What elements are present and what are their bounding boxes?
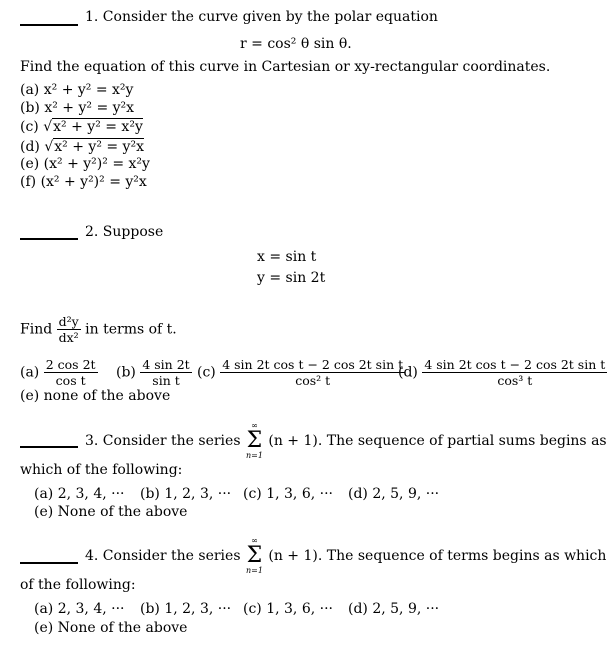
q1-option-d-label: (d): [20, 139, 40, 155]
q3-term: (n + 1).: [268, 433, 323, 449]
q2-prompt: 2. Suppose: [85, 224, 164, 240]
q4-option-c: (c) 1, 3, 6, ···: [243, 601, 333, 617]
sqrt-icon: √: [43, 119, 53, 135]
q2-equation-y: y = sin 2t: [257, 270, 326, 286]
q2-option-a-den: cos t: [55, 373, 86, 388]
sqrt-icon: √: [44, 139, 54, 155]
q2-option-d-num: 4 sin 2t cos t − 2 cos 2t sin t: [424, 357, 606, 372]
q2-option-c-label: (c): [197, 364, 216, 381]
q1-option-e-label: (e): [20, 156, 40, 172]
q3-sum-top: ∞: [251, 421, 258, 430]
q1-option-f-text: (x² + y²)² = y²x: [40, 174, 147, 190]
q3-prompt-line: [85, 421, 607, 461]
q2-option-a-label: (a): [20, 364, 40, 381]
q2-option-b-den: sin t: [152, 373, 180, 388]
q3-option-e: (e) None of the above: [34, 504, 188, 520]
q3-option-b: (b) 1, 2, 3, ···: [140, 486, 232, 502]
q1-option-a-label: (a): [20, 82, 40, 98]
q1-option-c: [20, 118, 143, 135]
q2-option-c: [197, 357, 405, 388]
q2-option-d-den: cos³ t: [497, 373, 533, 388]
answer-blank-3[interactable]: [20, 446, 78, 448]
q1-option-f: [20, 174, 147, 190]
q4-sum-bottom: n=1: [245, 566, 263, 575]
summation-icon: ∞ Σ n=1: [245, 421, 263, 460]
q1-option-a: [20, 82, 133, 98]
answer-blank-4[interactable]: [20, 562, 78, 564]
q1-option-b-label: (b): [20, 100, 40, 116]
q2-equation-x: x = sin t: [257, 249, 317, 265]
q2-option-c-fraction: [220, 357, 405, 388]
q1-option-e-text: (x² + y²)² = x²y: [43, 156, 150, 172]
q2-option-b-num: 4 sin 2t: [142, 357, 190, 372]
q3-suffix: The sequence of partial sums begins as: [326, 433, 607, 449]
q1-option-f-label: (f): [20, 174, 37, 190]
q1-option-c-label: (c): [20, 119, 39, 135]
q2-option-b-label: (b): [116, 364, 136, 381]
q4-option-e: (e) None of the above: [34, 620, 188, 636]
q1-equation: r = cos² θ sin θ.: [240, 36, 352, 52]
q2-option-a: [20, 357, 98, 388]
q4-continuation: of the following:: [20, 577, 136, 593]
q3-option-c: (c) 1, 3, 6, ···: [243, 486, 333, 502]
q2-option-a-fraction: [44, 357, 98, 388]
q2-option-d-label: (d): [398, 364, 418, 381]
q2-option-c-den: cos² t: [295, 373, 331, 388]
q2-option-e: (e) none of the above: [20, 388, 171, 404]
summation-icon: ∞ Σ n=1: [245, 536, 263, 575]
q1-option-d-text: x² + y² = y²x: [54, 139, 144, 155]
q4-suffix: The sequence of terms begins as which: [326, 548, 607, 564]
answer-blank-2[interactable]: [20, 238, 78, 240]
q2-in-terms: in terms of t.: [85, 321, 177, 338]
q2-option-c-num: 4 sin 2t cos t − 2 cos 2t sin t: [222, 357, 404, 372]
q2-option-b-fraction: [140, 357, 191, 388]
q1-instruction: Find the equation of this curve in Cartesian or xy-rectangular coordinates.: [20, 59, 551, 75]
q1-option-d: [20, 138, 144, 155]
q1-option-b-text: x² + y² = y²x: [44, 100, 135, 116]
q2-find: Find: [20, 321, 53, 338]
q2-option-d: [398, 357, 607, 388]
q1-prompt: 1. Consider the curve given by the polar equation: [85, 9, 438, 25]
q4-option-a: (a) 2, 3, 4, ···: [34, 601, 125, 617]
answer-blank-1[interactable]: [20, 24, 78, 26]
q1-option-e: [20, 156, 150, 172]
second-derivative-fraction: [57, 314, 81, 345]
q4-sum-top: ∞: [251, 536, 258, 545]
q3-option-d: (d) 2, 5, 9, ···: [348, 486, 440, 502]
q3-option-a: (a) 2, 3, 4, ···: [34, 486, 125, 502]
q3-sum-bottom: n=1: [245, 451, 263, 460]
q1-option-b: [20, 100, 134, 116]
q4-term: (n + 1).: [268, 548, 323, 564]
q3-prefix: 3. Consider the series: [85, 433, 241, 449]
q4-option-b: (b) 1, 2, 3, ···: [140, 601, 232, 617]
q1-option-a-text: x² + y² = x²y: [43, 82, 134, 98]
q2-option-a-num: 2 cos 2t: [45, 357, 96, 372]
q1-option-c-text: x² + y² = x²y: [53, 119, 143, 135]
q4-prefix: 4. Consider the series: [85, 548, 241, 564]
q2-find-line: [20, 314, 177, 345]
deriv-numerator: d²y: [58, 314, 79, 329]
q4-prompt-line: [85, 536, 606, 576]
q2-option-b: [116, 357, 192, 388]
q2-option-d-fraction: [422, 357, 607, 388]
q4-option-d: (d) 2, 5, 9, ···: [348, 601, 440, 617]
q3-continuation: which of the following:: [20, 462, 183, 478]
deriv-denominator: dx²: [58, 330, 79, 345]
